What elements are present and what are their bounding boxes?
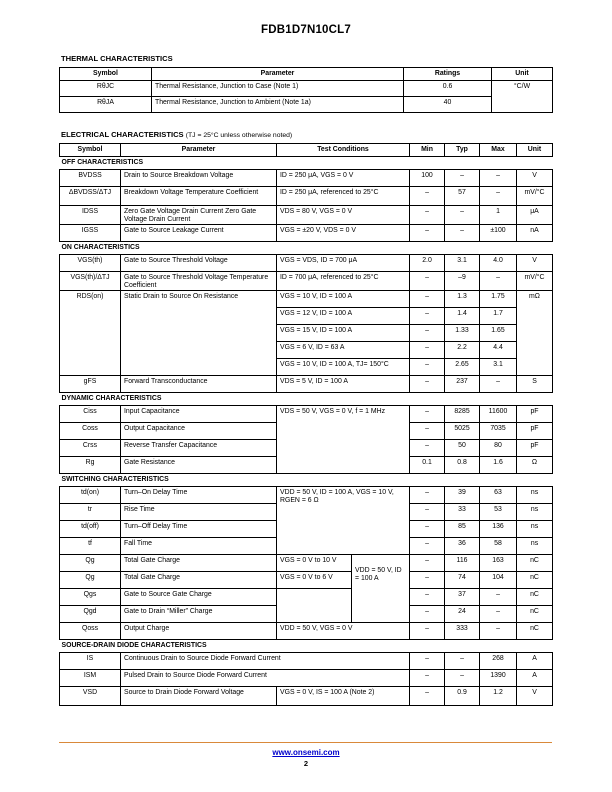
min-cell: – <box>410 487 445 504</box>
max-cell: 1390 <box>480 670 517 687</box>
parameter-cell: Gate to Source Threshold Voltage Temperature Coefficient <box>121 272 277 291</box>
parameter-cell: Drain to Source Breakdown Voltage <box>121 170 277 187</box>
table-row <box>60 572 553 589</box>
typ-cell: – <box>445 225 480 242</box>
min-cell: – <box>410 670 445 687</box>
condition-cell: VDD = 50 V, ID = 100 A, VGS = 10 V, RGEN = 6 Ω <box>277 487 410 555</box>
unit-cell: ns <box>517 521 553 538</box>
parameter-cell: Breakdown Voltage Temperature Coefficient <box>121 187 277 206</box>
table-row <box>60 487 553 504</box>
symbol-cell: ISM <box>60 670 121 687</box>
typ-cell: 39 <box>445 487 480 504</box>
max-cell: 80 <box>480 440 517 457</box>
min-cell: – <box>410 342 445 359</box>
symbol-cell: tf <box>60 538 121 555</box>
min-cell: – <box>410 653 445 670</box>
unit-cell: nA <box>517 225 553 242</box>
parameter-cell: Source to Drain Diode Forward Voltage <box>121 687 277 706</box>
condition-cell: VGS = 0 V, IS = 100 A (Note 2) <box>277 687 410 706</box>
parameter-cell: Pulsed Drain to Source Diode Forward Current <box>121 670 410 687</box>
typ-cell: – <box>445 206 480 225</box>
condition-cell: ID = 700 μA, referenced to 25°C <box>277 272 410 291</box>
table-row <box>60 687 553 706</box>
typ-cell: 333 <box>445 623 480 640</box>
condition-cell: VGS = 0 V to 10 V <box>277 555 352 572</box>
typ-cell: 24 <box>445 606 480 623</box>
min-cell: – <box>410 555 445 572</box>
table-row <box>60 555 553 572</box>
symbol-cell: Rg <box>60 457 121 474</box>
typ-cell: 74 <box>445 572 480 589</box>
symbol-cell: Qgd <box>60 606 121 623</box>
rating-cell: 40 <box>404 97 492 113</box>
unit-cell: ns <box>517 538 553 555</box>
condition-cell: VGS = 12 V, ID = 100 A <box>277 308 410 325</box>
min-cell: – <box>410 187 445 206</box>
electrical-note: (TJ = 25°C unless otherwise noted) <box>185 132 293 139</box>
typ-cell: – <box>445 653 480 670</box>
symbol-cell: IS <box>60 653 121 670</box>
group-heading: SWITCHING CHARACTERISTICS <box>60 474 553 487</box>
min-cell: – <box>410 423 445 440</box>
max-cell: 1 <box>480 206 517 225</box>
unit-cell: nC <box>517 623 553 640</box>
symbol-cell: VSD <box>60 687 121 706</box>
col-header: Symbol <box>60 144 121 157</box>
parameter-cell: Gate to Source Leakage Current <box>121 225 277 242</box>
table-row <box>60 623 553 640</box>
table-row <box>60 291 553 308</box>
typ-cell: 50 <box>445 440 480 457</box>
unit-cell: pF <box>517 440 553 457</box>
table-row <box>60 206 553 225</box>
max-cell: 63 <box>480 487 517 504</box>
condition-cell: VDS = 80 V, VGS = 0 V <box>277 206 410 225</box>
condition-cell: VGS = 6 V, ID = 63 A <box>277 342 410 359</box>
electrical-section-title <box>61 130 292 139</box>
symbol-cell: RDS(on) <box>60 291 121 376</box>
max-cell: 4.0 <box>480 255 517 272</box>
parameter-cell: Continuous Drain to Source Diode Forward Current <box>121 653 410 670</box>
table-row <box>60 97 553 113</box>
max-cell: 136 <box>480 521 517 538</box>
table-row <box>60 589 553 606</box>
condition-cell: VGS = VDS, ID = 700 μA <box>277 255 410 272</box>
unit-cell: A <box>517 670 553 687</box>
parameter-cell: Output Charge <box>121 623 277 640</box>
symbol-cell: VGS(th) <box>60 255 121 272</box>
parameter-cell: Output Capacitance <box>121 423 277 440</box>
table-row <box>60 225 553 242</box>
min-cell: – <box>410 687 445 706</box>
col-header: Min <box>410 144 445 157</box>
parameter-cell: Fall Time <box>121 538 277 555</box>
col-header: Unit <box>517 144 553 157</box>
symbol-cell: tr <box>60 504 121 521</box>
table-row <box>60 81 553 97</box>
symbol-cell: RθJC <box>60 81 152 97</box>
symbol-cell: Qg <box>60 572 121 589</box>
min-cell: – <box>410 504 445 521</box>
max-cell: – <box>480 170 517 187</box>
min-cell: – <box>410 440 445 457</box>
typ-cell: 33 <box>445 504 480 521</box>
symbol-cell: td(off) <box>60 521 121 538</box>
condition-cell: VGS = 10 V, ID = 100 A <box>277 291 410 308</box>
condition-cell <box>277 589 352 623</box>
page-number: 2 <box>303 759 309 768</box>
max-cell: 1.2 <box>480 687 517 706</box>
max-cell: 7035 <box>480 423 517 440</box>
typ-cell: 37 <box>445 589 480 606</box>
max-cell: 58 <box>480 538 517 555</box>
unit-cell: S <box>517 376 553 393</box>
rating-cell: 0.6 <box>404 81 492 97</box>
min-cell: – <box>410 272 445 291</box>
min-cell: 0.1 <box>410 457 445 474</box>
typ-cell: 0.9 <box>445 687 480 706</box>
unit-cell: nC <box>517 555 553 572</box>
parameter-cell: Gate to Drain “Miller” Charge <box>121 606 277 623</box>
unit-cell: nC <box>517 589 553 606</box>
footer-divider <box>59 742 552 743</box>
col-header: Unit <box>492 68 553 81</box>
typ-cell: 8285 <box>445 406 480 423</box>
unit-cell: A <box>517 653 553 670</box>
table-row <box>60 272 553 291</box>
unit-cell: V <box>517 687 553 706</box>
col-header: Parameter <box>121 144 277 157</box>
min-cell: – <box>410 538 445 555</box>
max-cell: ±100 <box>480 225 517 242</box>
table-row <box>60 653 553 670</box>
parameter-cell: Total Gate Charge <box>121 572 277 589</box>
typ-cell: – <box>445 670 480 687</box>
unit-cell: mV/°C <box>517 272 553 291</box>
typ-cell: 36 <box>445 538 480 555</box>
min-cell: – <box>410 623 445 640</box>
max-cell: – <box>480 606 517 623</box>
thermal-table <box>59 67 553 113</box>
typ-cell: –9 <box>445 272 480 291</box>
typ-cell: 1.4 <box>445 308 480 325</box>
typ-cell: 0.8 <box>445 457 480 474</box>
parameter-cell: Turn–On Delay Time <box>121 487 277 504</box>
max-cell: 3.1 <box>480 359 517 376</box>
condition-cell: ID = 250 μA, referenced to 25°C <box>277 187 410 206</box>
max-cell: 1.75 <box>480 291 517 308</box>
parameter-cell: Gate to Source Gate Charge <box>121 589 277 606</box>
typ-cell: 2.65 <box>445 359 480 376</box>
min-cell: – <box>410 225 445 242</box>
parameter-cell: Thermal Resistance, Junction to Case (Note 1) <box>152 81 404 97</box>
symbol-cell: Ciss <box>60 406 121 423</box>
unit-cell: mΩ <box>517 291 553 376</box>
col-header: Symbol <box>60 68 152 81</box>
parameter-cell: Thermal Resistance, Junction to Ambient (Note 1a) <box>152 97 404 113</box>
condition-cell: VGS = ±20 V, VDS = 0 V <box>277 225 410 242</box>
symbol-cell: Qg <box>60 555 121 572</box>
typ-cell: 5025 <box>445 423 480 440</box>
typ-cell: 1.33 <box>445 325 480 342</box>
typ-cell: 237 <box>445 376 480 393</box>
typ-cell: – <box>445 170 480 187</box>
max-cell: 268 <box>480 653 517 670</box>
table-row <box>60 255 553 272</box>
symbol-cell: IGSS <box>60 225 121 242</box>
footer-website-link[interactable]: www.onsemi.com <box>272 748 340 757</box>
page-title: FDB1D7N10CL7 <box>261 24 351 36</box>
condition-cell: VDD = 50 V, ID = 100 A <box>352 555 410 623</box>
min-cell: – <box>410 376 445 393</box>
condition-cell: VGS = 0 V to 6 V <box>277 572 352 589</box>
col-header: Max <box>480 144 517 157</box>
min-cell: – <box>410 521 445 538</box>
unit-cell: pF <box>517 406 553 423</box>
symbol-cell: IDSS <box>60 206 121 225</box>
condition-cell: ID = 250 μA, VGS = 0 V <box>277 170 410 187</box>
unit-cell: nC <box>517 606 553 623</box>
min-cell: – <box>410 589 445 606</box>
max-cell: 11600 <box>480 406 517 423</box>
max-cell: 4.4 <box>480 342 517 359</box>
table-row <box>60 187 553 206</box>
unit-cell: ns <box>517 504 553 521</box>
max-cell: 1.65 <box>480 325 517 342</box>
condition-cell: VGS = 10 V, ID = 100 A, TJ= 150°C <box>277 359 410 376</box>
unit-cell: nC <box>517 572 553 589</box>
unit-cell: °C/W <box>492 81 553 113</box>
symbol-cell: Qoss <box>60 623 121 640</box>
symbol-cell: BVDSS <box>60 170 121 187</box>
condition-cell: VDS = 50 V, VGS = 0 V, f = 1 MHz <box>277 406 410 474</box>
group-heading: DYNAMIC CHARACTERISTICS <box>60 393 553 406</box>
min-cell: – <box>410 308 445 325</box>
max-cell: 1.6 <box>480 457 517 474</box>
unit-cell: Ω <box>517 457 553 474</box>
parameter-cell: Turn–Off Delay Time <box>121 521 277 538</box>
max-cell: – <box>480 376 517 393</box>
electrical-title: ELECTRICAL CHARACTERISTICS <box>61 130 184 139</box>
col-header: Typ <box>445 144 480 157</box>
min-cell: – <box>410 572 445 589</box>
col-header: Parameter <box>152 68 404 81</box>
parameter-cell: Gate Resistance <box>121 457 277 474</box>
parameter-cell: Zero Gate Voltage Drain Current Zero Gate Voltage Drain Current <box>121 206 277 225</box>
parameter-cell: Total Gate Charge <box>121 555 277 572</box>
typ-cell: 2.2 <box>445 342 480 359</box>
parameter-cell: Reverse Transfer Capacitance <box>121 440 277 457</box>
col-header: Test Conditions <box>277 144 410 157</box>
unit-cell: ns <box>517 487 553 504</box>
max-cell: – <box>480 589 517 606</box>
symbol-cell: Qgs <box>60 589 121 606</box>
min-cell: – <box>410 325 445 342</box>
min-cell: – <box>410 606 445 623</box>
symbol-cell: Coss <box>60 423 121 440</box>
symbol-cell: td(on) <box>60 487 121 504</box>
symbol-cell: Crss <box>60 440 121 457</box>
typ-cell: 57 <box>445 187 480 206</box>
max-cell: 1.7 <box>480 308 517 325</box>
unit-cell: mV/°C <box>517 187 553 206</box>
condition-cell: VDS = 5 V, ID = 100 A <box>277 376 410 393</box>
max-cell: – <box>480 187 517 206</box>
typ-cell: 85 <box>445 521 480 538</box>
typ-cell: 116 <box>445 555 480 572</box>
table-row <box>60 170 553 187</box>
min-cell: – <box>410 206 445 225</box>
min-cell: – <box>410 406 445 423</box>
group-heading: OFF CHARACTERISTICS <box>60 157 553 170</box>
col-header: Ratings <box>404 68 492 81</box>
table-row <box>60 406 553 423</box>
min-cell: – <box>410 359 445 376</box>
parameter-cell: Input Capacitance <box>121 406 277 423</box>
typ-cell: 1.3 <box>445 291 480 308</box>
max-cell: – <box>480 272 517 291</box>
thermal-section-title: THERMAL CHARACTERISTICS <box>61 54 173 63</box>
parameter-cell: Gate to Source Threshold Voltage <box>121 255 277 272</box>
parameter-cell: Rise Time <box>121 504 277 521</box>
group-heading: ON CHARACTERISTICS <box>60 242 553 255</box>
electrical-table <box>59 143 553 706</box>
symbol-cell: gFS <box>60 376 121 393</box>
symbol-cell: RθJA <box>60 97 152 113</box>
min-cell: – <box>410 291 445 308</box>
max-cell: 163 <box>480 555 517 572</box>
max-cell: 104 <box>480 572 517 589</box>
unit-cell: pF <box>517 423 553 440</box>
symbol-cell: VGS(th)/ΔTJ <box>60 272 121 291</box>
parameter-cell: Static Drain to Source On Resistance <box>121 291 277 376</box>
max-cell: 53 <box>480 504 517 521</box>
table-row <box>60 670 553 687</box>
min-cell: 2.0 <box>410 255 445 272</box>
condition-cell: VGS = 15 V, ID = 100 A <box>277 325 410 342</box>
symbol-cell: ΔBVDSS/ΔTJ <box>60 187 121 206</box>
max-cell: – <box>480 623 517 640</box>
min-cell: 100 <box>410 170 445 187</box>
unit-cell: μA <box>517 206 553 225</box>
table-row <box>60 376 553 393</box>
condition-cell: VDD = 50 V, VGS = 0 V <box>277 623 410 640</box>
group-heading: SOURCE-DRAIN DIODE CHARACTERISTICS <box>60 640 553 653</box>
unit-cell: V <box>517 170 553 187</box>
unit-cell: V <box>517 255 553 272</box>
typ-cell: 3.1 <box>445 255 480 272</box>
parameter-cell: Forward Transconductance <box>121 376 277 393</box>
